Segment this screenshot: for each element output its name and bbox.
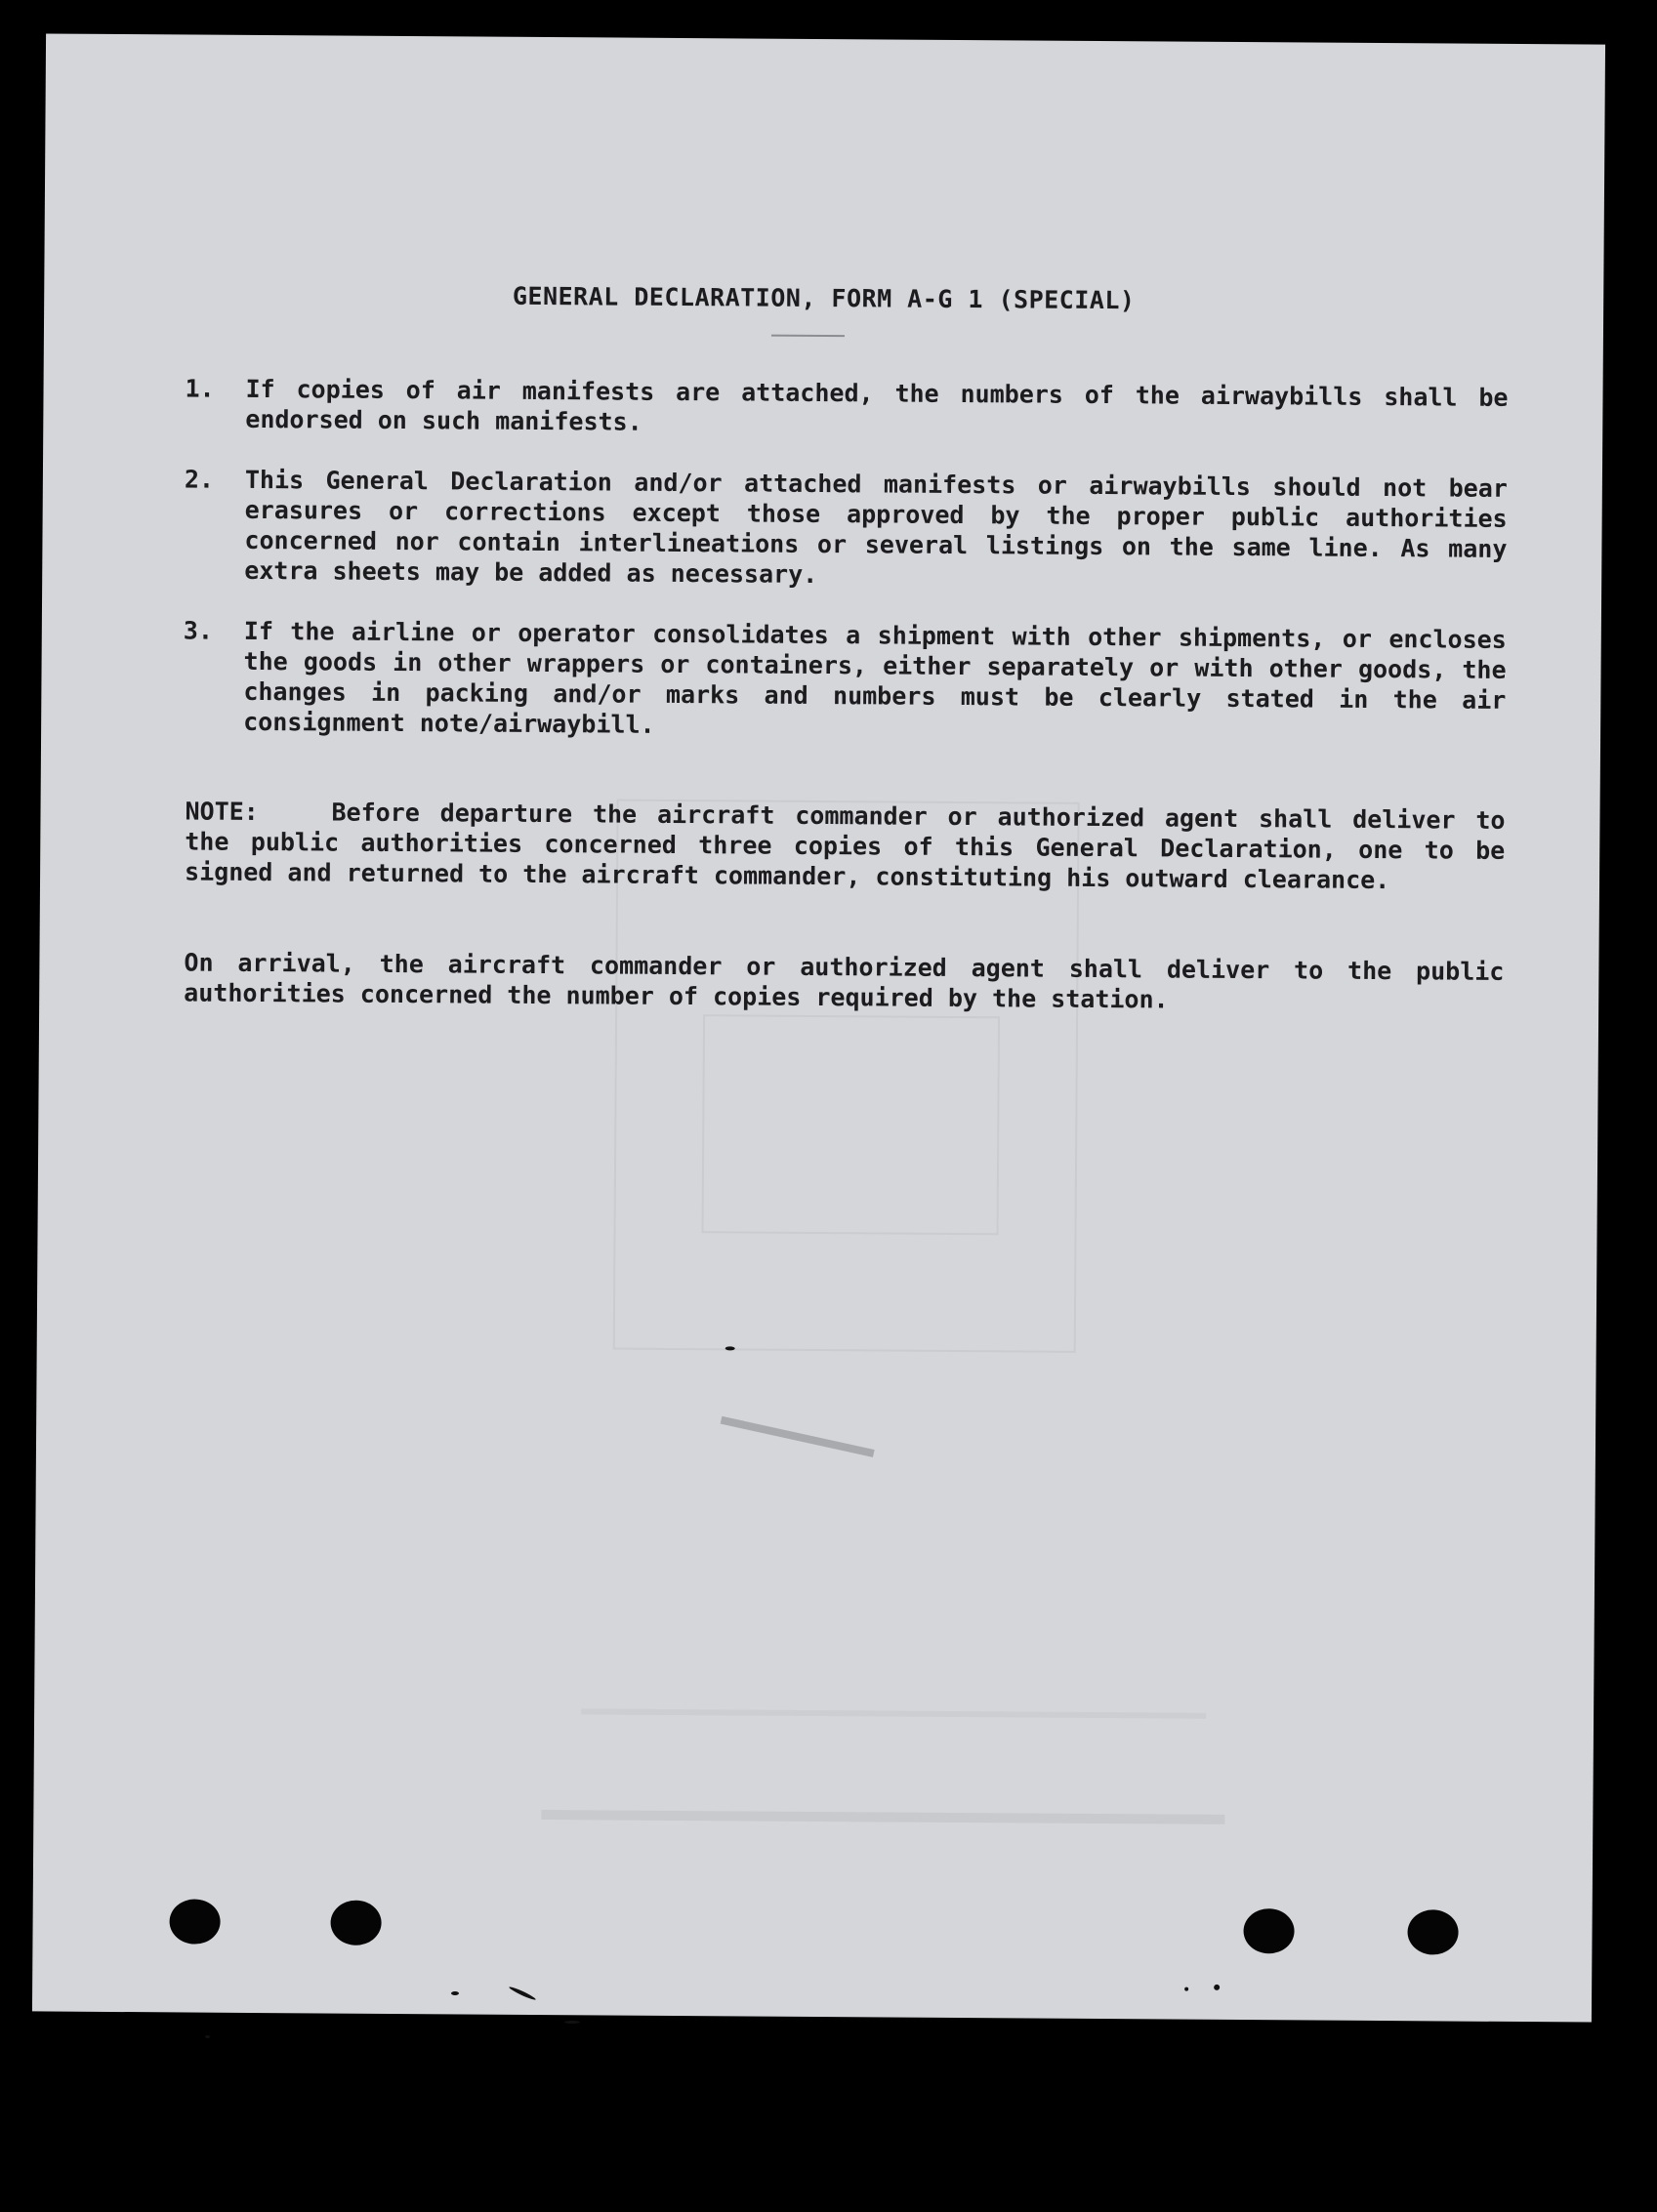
item-number: 2. [184,465,215,494]
title-underline [771,335,845,338]
item-text: If copies of air manifests are attached, the numbers of the airwaybills shall be endorsed on such manifests. [245,374,1509,436]
punch-hole-3 [1243,1908,1294,1953]
instruction-item-2 [184,464,1508,589]
instruction-item-3 [183,615,1507,739]
document-page [32,33,1605,2022]
show-through-subheading [581,1697,1206,1730]
dust-speck [451,1991,459,1995]
item-text: This General Declaration and/or attached manifests or airwaybills should not bear erasures or corrections except those approved by the proper public authorities concerned nor contain interlineations or several listings on the same line. As many extra sheets may be added as necessary. [244,465,1508,589]
note-text: Before departure the aircraft commander or authorized agent shall deliver to the public authorities concerned three copies of this General Declaration, one to be signed and returned to the aircraft commander, constituting his outward clearance. [185,798,1506,895]
item-number: 1. [185,374,215,403]
note-label: NOTE: [185,797,259,826]
arrival-paragraph: On arrival, the aircraft commander or authorized agent shall deliver to the public authorities concerned the number of copies required by the station. [184,948,1505,1014]
instruction-item-1 [185,373,1509,436]
item-text: If the airline or operator consolidates a shipment with other shipments, or encloses the goods in other wrappers or containers, either separately or with other goods, the changes in packing and/or marks and numbers must be clearly stated in the air consignment note/airwaybill. [243,616,1507,739]
note-paragraph [185,796,1506,895]
punch-hole-4 [1407,1909,1458,1954]
dust-speck [205,2035,210,2038]
document-title: GENERAL DECLARATION, FORM A-G 1 (SPECIAL) [512,281,1136,315]
show-through-table-inner [702,1014,1001,1235]
show-through-stamp [718,1399,879,1470]
dust-speck [725,1346,735,1350]
punch-hole-2 [330,1901,381,1946]
item-number: 3. [183,616,214,645]
show-through-heading [541,1784,1224,1848]
dust-speck [564,2021,580,2024]
punch-hole-1 [169,1899,220,1944]
dust-speck [1214,1985,1220,1990]
dust-speck [1184,1987,1188,1991]
